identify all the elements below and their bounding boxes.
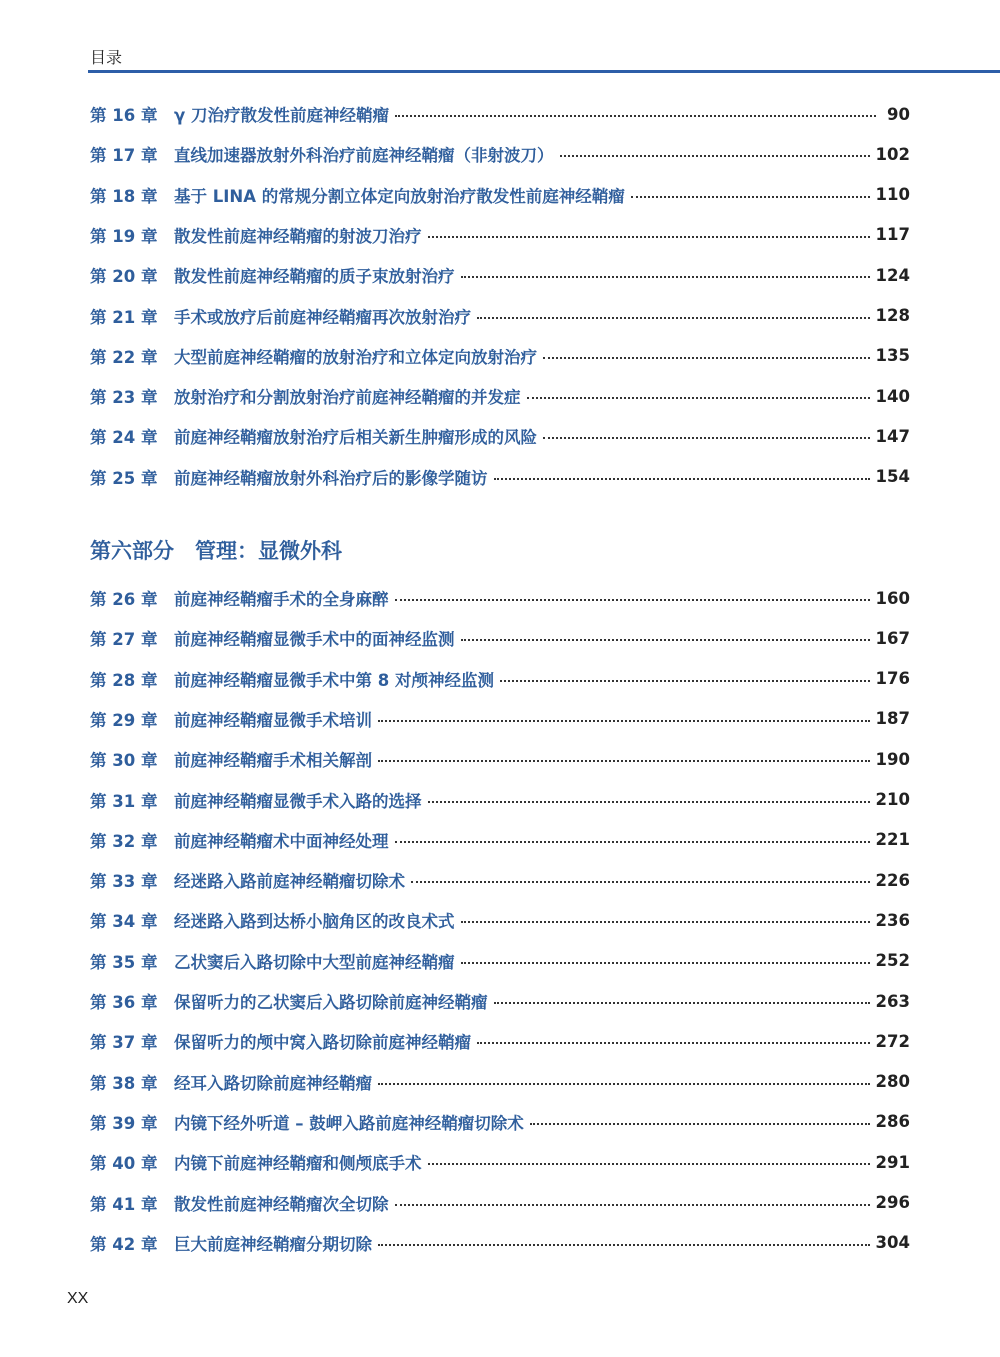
page-number: 154 [875, 467, 910, 487]
toc-entry[interactable] [90, 786, 910, 814]
toc-entry[interactable] [90, 1068, 910, 1096]
dot-leader [494, 478, 870, 480]
toc-entry[interactable] [90, 624, 910, 652]
page-number: 117 [875, 225, 910, 245]
page-number: 187 [875, 709, 910, 729]
chapter-title: 内镜下前庭神经鞘瘤和侧颅底手术 [174, 1154, 422, 1174]
chapter-number: 第 27 章 [90, 630, 158, 650]
chapter-number: 第 24 章 [90, 428, 158, 448]
chapter-number: 第 40 章 [90, 1154, 158, 1174]
page-number: 263 [875, 991, 910, 1011]
chapter-number: 第 42 章 [90, 1234, 158, 1254]
dot-leader [477, 317, 870, 319]
chapter-title: 巨大前庭神经鞘瘤分期切除 [174, 1234, 372, 1254]
page-number: 140 [875, 386, 910, 406]
dot-leader [461, 921, 870, 923]
toc-entry[interactable] [90, 181, 910, 209]
chapter-number: 第 20 章 [90, 267, 158, 287]
toc-entry[interactable] [90, 1189, 910, 1217]
dot-leader [428, 1163, 870, 1165]
dot-leader [631, 196, 870, 198]
page-number: 280 [875, 1072, 910, 1092]
dot-leader [378, 760, 870, 762]
chapter-title: 前庭神经鞘瘤显微手术中第 8 对颅神经监测 [174, 670, 494, 690]
toc-entry[interactable] [90, 947, 910, 975]
toc-entry[interactable] [90, 261, 910, 289]
chapter-title: 大型前庭神经鞘瘤的放射治疗和立体定向放射治疗 [174, 347, 537, 367]
chapter-number: 第 16 章 [90, 106, 158, 125]
page-number: 252 [875, 951, 910, 971]
chapter-number: 第 23 章 [90, 388, 158, 408]
chapter-number: 第 39 章 [90, 1113, 158, 1133]
toc-entry[interactable] [90, 422, 910, 450]
dot-leader [378, 720, 870, 722]
dot-leader [543, 357, 870, 359]
part-title: 第六部分 管理：显微外科 [90, 539, 342, 563]
chapter-number: 第 22 章 [90, 347, 158, 367]
chapter-number: 第 33 章 [90, 872, 158, 892]
chapter-title: 乙状窦后入路切除中大型前庭神经鞘瘤 [174, 952, 455, 972]
toc-entry[interactable] [90, 221, 910, 249]
dot-leader [395, 599, 870, 601]
toc-entry[interactable] [90, 1027, 910, 1055]
chapter-number: 第 25 章 [90, 468, 158, 488]
chapter-title: 经耳入路切除前庭神经鞘瘤 [174, 1073, 372, 1093]
page-number: 226 [875, 870, 910, 890]
page-number: 124 [875, 265, 910, 285]
toc-entry[interactable] [90, 342, 910, 370]
toc-entry[interactable] [90, 140, 910, 168]
page-number: 296 [875, 1193, 910, 1212]
chapter-number: 第 28 章 [90, 670, 158, 690]
chapter-number: 第 32 章 [90, 831, 158, 851]
chapter-number: 第 30 章 [90, 751, 158, 771]
page-number: 167 [875, 628, 910, 648]
page-number: 176 [875, 669, 910, 689]
chapter-number: 第 21 章 [90, 307, 158, 327]
chapter-title: 散发性前庭神经鞘瘤的质子束放射治疗 [174, 267, 455, 287]
running-header-title: 目录 [90, 48, 123, 67]
toc-entry[interactable] [90, 302, 910, 330]
chapter-number: 第 31 章 [90, 791, 158, 811]
chapter-number: 第 38 章 [90, 1073, 158, 1093]
chapter-number: 第 41 章 [90, 1194, 158, 1214]
dot-leader [461, 639, 870, 641]
toc-entry[interactable] [90, 382, 910, 410]
page-number: 286 [875, 1112, 910, 1132]
chapter-title: 手术或放疗后前庭神经鞘瘤再次放射治疗 [174, 307, 471, 327]
page-number: 221 [875, 830, 910, 850]
page-number: 291 [875, 1152, 910, 1172]
chapter-title: 前庭神经鞘瘤手术的全身麻醉 [174, 590, 389, 609]
page-number: 160 [875, 588, 910, 608]
chapter-title: 保留听力的颅中窝入路切除前庭神经鞘瘤 [174, 1033, 471, 1053]
chapter-title: 经迷路入路到达桥小脑角区的改良术式 [174, 912, 455, 932]
chapter-title: 经迷路入路前庭神经鞘瘤切除术 [174, 872, 405, 892]
dot-leader [378, 1244, 870, 1246]
chapter-title: 保留听力的乙状窦后入路切除前庭神经鞘瘤 [174, 993, 488, 1012]
dot-leader [500, 680, 870, 682]
header-rule [88, 70, 1000, 73]
chapter-title: 前庭神经鞘瘤放射治疗后相关新生肿瘤形成的风险 [174, 428, 537, 448]
dot-leader [428, 236, 870, 238]
page-number: 272 [875, 1031, 910, 1051]
toc-entry[interactable] [90, 665, 910, 693]
dot-leader [530, 1123, 870, 1125]
dot-leader [477, 1042, 870, 1044]
page-number: 110 [875, 185, 910, 205]
chapter-title: 前庭神经鞘瘤术中面神经处理 [174, 831, 389, 851]
chapter-number: 第 35 章 [90, 952, 158, 972]
toc-entry[interactable] [90, 745, 910, 773]
toc-entry[interactable] [90, 100, 910, 128]
chapter-title: 基于 LINA 的常规分割立体定向放射治疗散发性前庭神经鞘瘤 [174, 186, 625, 206]
toc-entry[interactable] [90, 705, 910, 733]
page-number: 304 [875, 1233, 910, 1253]
dot-leader [378, 1083, 870, 1085]
chapter-title: 散发性前庭神经鞘瘤的射波刀治疗 [174, 226, 422, 246]
toc-entry[interactable] [90, 584, 910, 612]
toc-entry[interactable] [90, 987, 910, 1015]
chapter-title: 前庭神经鞘瘤手术相关解剖 [174, 751, 372, 771]
dot-leader [395, 841, 870, 843]
chapter-title: γ 刀治疗散发性前庭神经鞘瘤 [174, 106, 389, 125]
page-number: 90 [887, 104, 910, 124]
toc-entry[interactable] [90, 1229, 910, 1257]
chapter-number: 第 37 章 [90, 1033, 158, 1053]
chapter-title: 前庭神经鞘瘤显微手术中的面神经监测 [174, 630, 455, 650]
toc-entry[interactable] [90, 866, 910, 894]
dot-leader [543, 437, 870, 439]
chapter-title: 散发性前庭神经鞘瘤次全切除 [174, 1194, 389, 1214]
dot-leader [560, 155, 870, 157]
chapter-number: 第 36 章 [90, 993, 158, 1012]
page-folio: XX [67, 1290, 89, 1307]
dot-leader [527, 397, 870, 399]
page-number: 135 [875, 346, 910, 366]
page-number: 147 [875, 426, 910, 446]
dot-leader [461, 276, 870, 278]
chapter-number: 第 18 章 [90, 186, 158, 206]
chapter-title: 前庭神经鞘瘤显微手术入路的选择 [174, 791, 422, 811]
toc-entry[interactable] [90, 1148, 910, 1176]
chapter-number: 第 34 章 [90, 912, 158, 932]
page-number: 102 [875, 144, 910, 164]
chapter-title: 直线加速器放射外科治疗前庭神经鞘瘤（非射波刀） [174, 146, 554, 166]
dot-leader [428, 801, 870, 803]
toc-entry[interactable] [90, 906, 910, 934]
toc-entry[interactable] [90, 826, 910, 854]
page-number: 236 [875, 910, 910, 930]
dot-leader [411, 881, 870, 883]
chapter-title: 内镜下经外听道 – 鼓岬入路前庭神经鞘瘤切除术 [174, 1113, 524, 1133]
dot-leader [395, 1204, 870, 1206]
toc-entry[interactable] [90, 1108, 910, 1136]
chapter-number: 第 29 章 [90, 710, 158, 730]
chapter-number: 第 17 章 [90, 146, 158, 166]
chapter-title: 前庭神经鞘瘤放射外科治疗后的影像学随访 [174, 468, 488, 488]
chapter-number: 第 19 章 [90, 226, 158, 246]
dot-leader [494, 1002, 870, 1004]
dot-leader [395, 115, 876, 117]
chapter-title: 放射治疗和分割放射治疗前庭神经鞘瘤的并发症 [174, 388, 521, 408]
chapter-title: 前庭神经鞘瘤显微手术培训 [174, 710, 372, 730]
toc-entry[interactable] [90, 463, 910, 491]
dot-leader [461, 962, 870, 964]
page-number: 210 [875, 790, 910, 809]
page-number: 128 [875, 306, 910, 325]
chapter-number: 第 26 章 [90, 590, 158, 609]
page-number: 190 [875, 749, 910, 769]
